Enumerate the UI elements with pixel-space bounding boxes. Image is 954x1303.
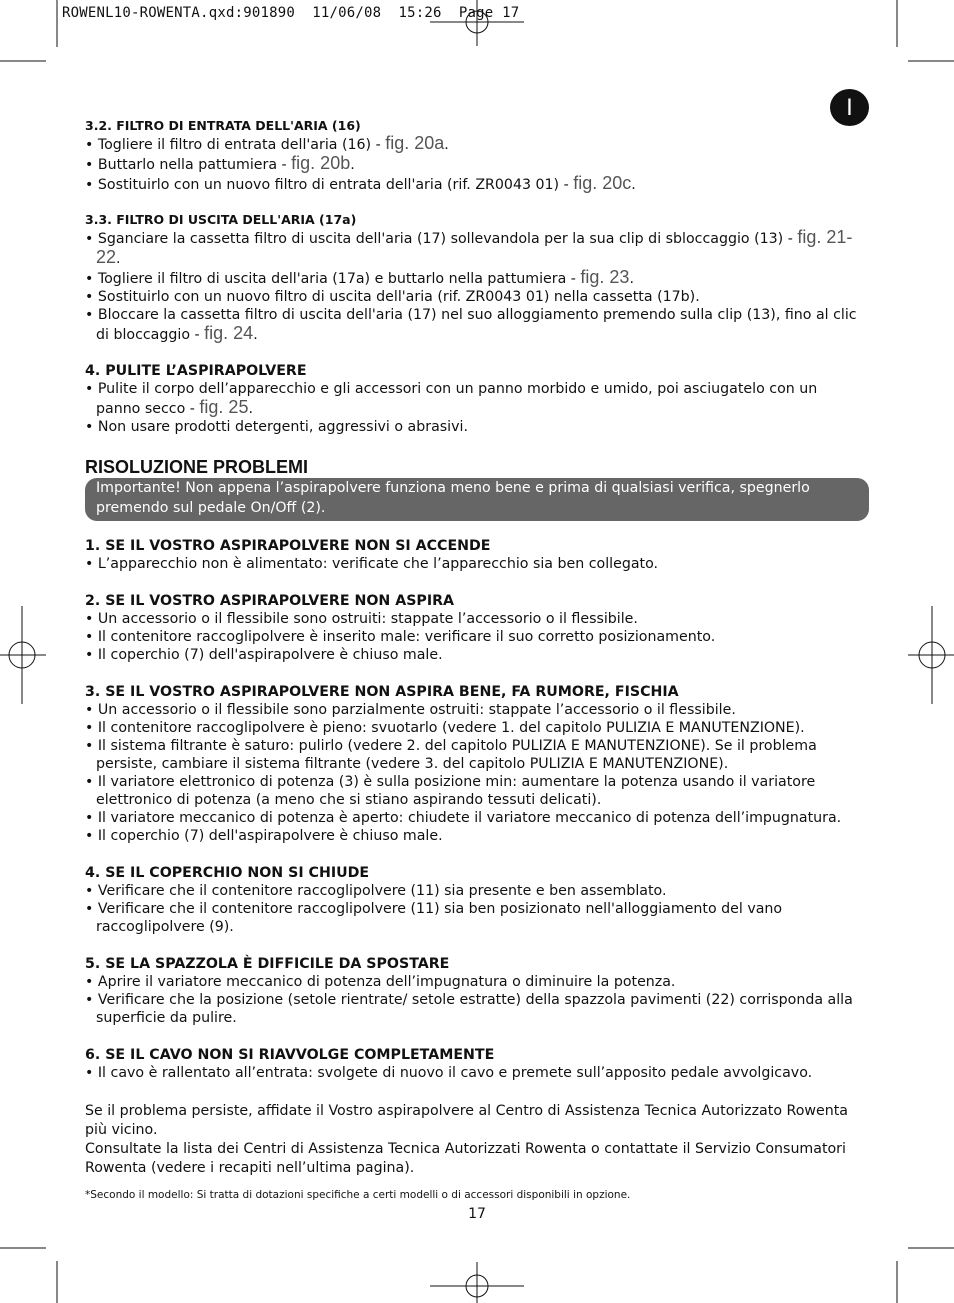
list-item: • Aprire il variatore meccanico di potenza dell’impugnatura o diminuire la potenza. bbox=[85, 974, 676, 990]
footnote: *Secondo il modello: Si tratta di dotazioni specifiche a certi modelli o di accessori disponibili in opzione. bbox=[85, 1189, 631, 1201]
figure-ref: fig. 25 bbox=[199, 397, 249, 417]
list-item: • Pulite il corpo dell’apparecchio e gli accessori con un panno morbido e umido, poi asciugatelo con un panno secco - fig. 25. bbox=[85, 381, 818, 417]
trouble-6-title: 6. SE IL CAVO NON SI RIAVVOLGE COMPLETAMENTE bbox=[85, 1047, 495, 1063]
important-callout: Importante! Non appena l’aspirapolvere funziona meno bene e prima di qualsiasi verifica, spegnerlo premendo sul pedale On/Off (2). bbox=[85, 478, 869, 521]
language-badge: I bbox=[830, 89, 869, 126]
list-item: • Il cavo è rallentato all’entrata: svolgete di nuovo il cavo e premete sull’apposito pedale avvolgicavo. bbox=[85, 1065, 813, 1081]
list-item: • Non usare prodotti detergenti, aggressivi o abrasivi. bbox=[85, 419, 468, 435]
trouble-1-title: 1. SE IL VOSTRO ASPIRAPOLVERE NON SI ACCENDE bbox=[85, 538, 491, 554]
list-item: • Il contenitore raccoglipolvere è inserito male: verificare il suo corretto posizionamento. bbox=[85, 629, 716, 645]
list-item: • Sostituirlo con un nuovo filtro di uscita dell'aria (rif. ZR0043 01) nella cassetta (17b). bbox=[85, 289, 700, 305]
list-item: • Verificare che la posizione (setole rientrate/ setole estratte) della spazzola pavimenti (22) corrisponda alla superficie da pulire. bbox=[85, 992, 853, 1026]
list-item: • Sostituirlo con un nuovo filtro di entrata dell'aria (rif. ZR0043 01) - fig. 20c. bbox=[85, 173, 636, 193]
section-3-3-title: 3.3. FILTRO DI USCITA DELL'ARIA (17a) bbox=[85, 212, 357, 227]
figure-ref: fig. 21-22 bbox=[96, 227, 853, 267]
list-item: • Verificare che il contenitore raccoglipolvere (11) sia ben posizionato nell'alloggiamento del vano raccoglipolvere (9). bbox=[85, 901, 783, 935]
list-item: • Bloccare la cassetta filtro di uscita dell'aria (17) nel suo alloggiamento premendo sulla clip (13), fino al clic di bloccaggio - fig. 24. bbox=[85, 307, 857, 343]
print-slug: ROWENL10-ROWENTA.qxd:901890 11/06/08 15:26 Page 17 bbox=[62, 5, 520, 21]
list-item: • Togliere il filtro di uscita dell'aria (17a) e buttarlo nella pattumiera - fig. 23. bbox=[85, 267, 634, 287]
figure-ref: fig. 20b bbox=[291, 153, 351, 173]
trouble-3-title: 3. SE IL VOSTRO ASPIRAPOLVERE NON ASPIRA BENE, FA RUMORE, FISCHIA bbox=[85, 684, 679, 700]
list-item: • Il sistema filtrante è saturo: pulirlo (vedere 2. del capitolo PULIZIA E MANUTENZIONE). Se il problema persiste, cambiare il sistema filtrante (vedere 3. del capitolo PULIZIA E MANUTENZIONE). bbox=[85, 738, 817, 772]
page-number: 17 bbox=[468, 1206, 486, 1222]
list-item: • L’apparecchio non è alimentato: verificate che l’apparecchio sia ben collegato. bbox=[85, 556, 659, 572]
list-item: • Il variatore meccanico di potenza è aperto: chiudete il variatore meccanico di potenza dell’impugnatura. bbox=[85, 810, 842, 826]
section-3-2-title: 3.2. FILTRO DI ENTRATA DELL'ARIA (16) bbox=[85, 118, 361, 133]
page-content bbox=[85, 118, 865, 1202]
figure-ref: fig. 23 bbox=[580, 267, 630, 287]
list-item: • Il coperchio (7) dell'aspirapolvere è chiuso male. bbox=[85, 647, 443, 663]
list-item: • Il variatore elettronico di potenza (3) è sulla posizione min: aumentare la potenza usando il variatore elettronico di potenza (a meno che si stiano aspirando tessuti delicati). bbox=[85, 774, 816, 808]
list-item: • Il contenitore raccoglipolvere è pieno: svuotarlo (vedere 1. del capitolo PULIZIA E MANUTENZIONE). bbox=[85, 720, 805, 736]
closing-paragraph: Se il problema persiste, affidate il Vostro aspirapolvere al Centro di Assistenza Tecnica Autorizzato Rowenta più vicino. bbox=[85, 1103, 848, 1138]
list-item: • Sganciare la cassetta filtro di uscita dell'aria (17) sollevandola per la sua clip di sbloccaggio (13) - fig. 21-22. bbox=[85, 227, 853, 267]
figure-ref: fig. 20c bbox=[573, 173, 632, 193]
figure-ref: fig. 20a bbox=[385, 133, 445, 153]
troubleshooting-title: RISOLUZIONE PROBLEMI bbox=[85, 457, 309, 477]
figure-ref: fig. 24 bbox=[204, 323, 254, 343]
list-item: • Buttarlo nella pattumiera - fig. 20b. bbox=[85, 153, 355, 173]
closing-paragraph: Consultate la lista dei Centri di Assistenza Tecnica Autorizzati Rowenta o contattate il Servizio Consumatori Rowenta (vedere i recapiti nell’ultima pagina). bbox=[85, 1141, 846, 1176]
trouble-4-title: 4. SE IL COPERCHIO NON SI CHIUDE bbox=[85, 865, 370, 881]
list-item: • Il coperchio (7) dell'aspirapolvere è chiuso male. bbox=[85, 828, 443, 844]
list-item: • Un accessorio o il flessibile sono parzialmente ostruiti: stappate l’accessorio o il flessibile. bbox=[85, 702, 736, 718]
list-item: • Un accessorio o il flessibile sono ostruiti: stappate l’accessorio o il flessibile. bbox=[85, 611, 638, 627]
trouble-2-title: 2. SE IL VOSTRO ASPIRAPOLVERE NON ASPIRA bbox=[85, 593, 454, 609]
list-item: • Togliere il filtro di entrata dell'aria (16) - fig. 20a. bbox=[85, 133, 449, 153]
trouble-5-title: 5. SE LA SPAZZOLA È DIFFICILE DA SPOSTARE bbox=[85, 956, 450, 972]
list-item: • Verificare che il contenitore raccoglipolvere (11) sia presente e ben assemblato. bbox=[85, 883, 667, 899]
section-4-title: 4. PULITE L’ASPIRAPOLVERE bbox=[85, 363, 307, 379]
